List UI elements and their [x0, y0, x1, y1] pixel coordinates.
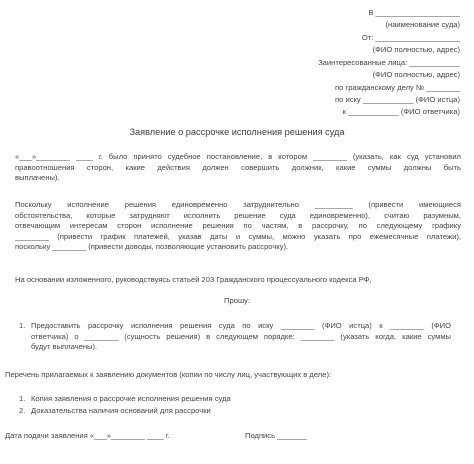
paragraph-legal-basis: На основании изложенного, руководствуясь статьей 203 Гражданского процессуального кодекса РФ, [15, 275, 372, 284]
request-line: Предоставить рассрочку исполнения решения суда по иску ________ (ФИО истца) к ________ (ФИО [31, 321, 451, 330]
filing-date-line: Дата подачи заявления «___»________ ____ г. [5, 431, 170, 440]
paragraph-line: ________ (привести график платежей, указав даты и суммы, можно указать про ежемесячные платежи), [15, 231, 461, 241]
interested-hint: (ФИО полностью, адрес) [372, 70, 460, 79]
attachment-number: 2. [19, 406, 26, 415]
claim-line: по иску ____________ (ФИО истца) [335, 95, 460, 104]
attachments-heading: Перечень прилагаемых к заявлению документов (копии по числу лиц, участвующих в деле): [5, 370, 332, 379]
paragraph-line: «___»________ ____ г. было принято судебное постановление, в котором ________ (указать, как суд установил [15, 152, 461, 161]
signature-line: Подпись _______ [245, 431, 307, 440]
request-item-number: 1. [19, 321, 26, 330]
paragraph-line: поскольку ________ (привести доводы, позволяющие установить рассрочку). [15, 242, 289, 251]
from-line: От: ____________________ [361, 33, 460, 42]
paragraph-reasons [15, 200, 461, 253]
paragraph-line: отвечающим интересам сторон исполнение решения по частям, в рассрочку, по следующему графику [15, 221, 461, 230]
request-heading: Прошу: [224, 296, 250, 305]
paragraph-line: обстоятельства, которые затрудняют исполнить решение суда единовременно), считаю разумным, [15, 210, 461, 220]
paragraph-line: выплачены). [15, 173, 60, 182]
request-line: ответчика) о ________ (сущность решения) в следующем порядке: ________ (указать когда, какие суммы [31, 331, 451, 341]
case-number-line: по гражданскому делу № ________ [334, 83, 460, 92]
attachment-item: Доказательства наличия оснований для рассрочки [31, 406, 211, 415]
to-court-line: В ____________________ [368, 8, 460, 17]
from-hint: (ФИО полностью, адрес) [372, 45, 460, 54]
request-item-text [31, 321, 451, 353]
document-title: Заявление о рассрочке исполнения решения суда [129, 127, 345, 137]
interested-line: Заинтересованные лица: ____________ [318, 58, 460, 67]
attachment-number: 1. [19, 394, 26, 403]
defendant-line: к ____________ (ФИО ответчика) [342, 107, 460, 116]
request-line: будут выплачены). [31, 342, 98, 351]
paragraph-line: Поскольку исполнение решения единовременно затруднительно _________ (привести имеющиеся [15, 200, 461, 209]
court-name-hint: (наименование суда) [385, 20, 460, 29]
paragraph-decision [15, 152, 461, 184]
paragraph-line: правоотношения сторон, какие действия должен совершить должник, какие суммы должны быть [15, 162, 461, 172]
attachment-item: Копия заявления о рассрочке исполнения решения суда [31, 394, 231, 403]
